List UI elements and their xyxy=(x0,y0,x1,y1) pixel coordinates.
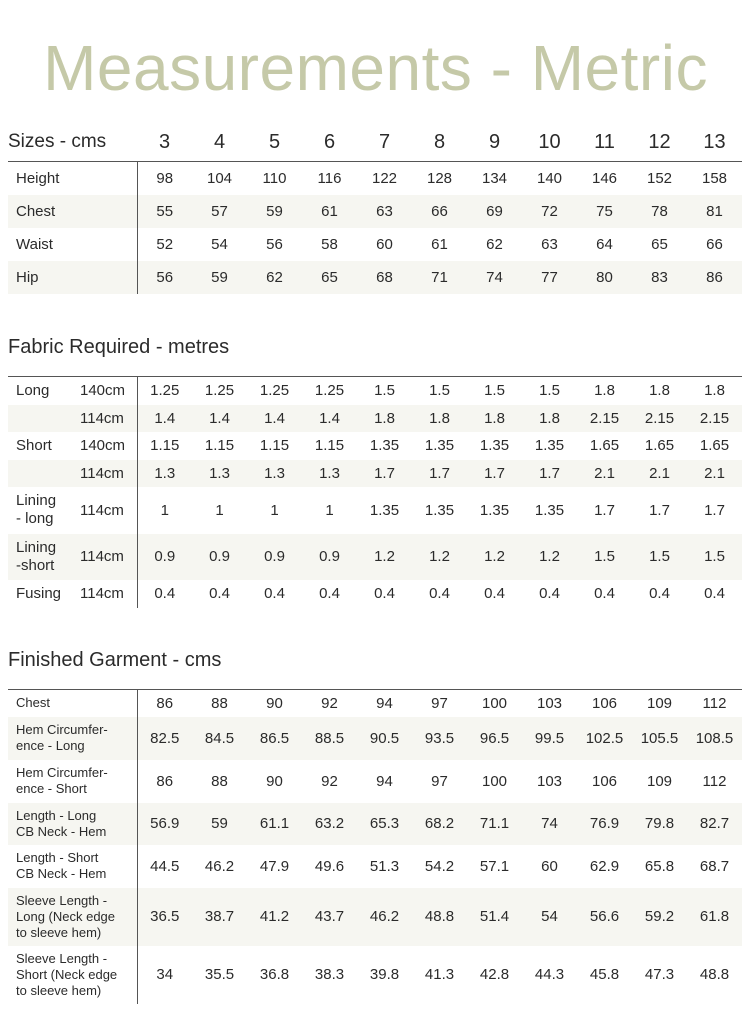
value-cell: 81 xyxy=(687,195,742,228)
value-cell: 71 xyxy=(412,261,467,294)
value-cell: 1.35 xyxy=(479,501,510,519)
value-cell: 1.3 xyxy=(302,460,357,487)
value-cell: 0.4 xyxy=(374,585,395,602)
value-cell: 0.4 xyxy=(264,585,285,602)
value-cell: 1.3 xyxy=(192,460,247,487)
fabric-width: 114cm xyxy=(76,580,137,608)
value-cell: 0.4 xyxy=(594,585,615,602)
value-cell: 48.8 xyxy=(412,888,467,946)
value-cell: 59.2 xyxy=(632,888,687,946)
value-cell: 109 xyxy=(646,772,673,790)
value-cell: 1.65 xyxy=(644,437,675,454)
value-cell: 1.5 xyxy=(484,382,505,400)
value-cell: 0.4 xyxy=(429,585,450,602)
size-header-cell: 6 xyxy=(302,123,357,162)
row-label: Height xyxy=(8,162,137,196)
value-cell: 99.5 xyxy=(522,717,577,760)
value-cell: 36.5 xyxy=(137,888,192,946)
row-label xyxy=(8,460,76,487)
value-cell: 75 xyxy=(577,195,632,228)
value-cell: 0.4 xyxy=(704,585,725,602)
value-cell: 1 xyxy=(270,501,279,519)
value-cell: 86.5 xyxy=(247,717,302,760)
value-cell: 1.4 xyxy=(137,405,192,432)
value-cell: 65 xyxy=(651,236,668,253)
value-cell: 1.35 xyxy=(534,437,565,454)
fabric-width: 140cm xyxy=(76,377,137,405)
value-cell: 44.5 xyxy=(150,857,180,875)
value-cell: 90.5 xyxy=(357,717,412,760)
value-cell: 112 xyxy=(702,772,727,790)
value-cell: 63 xyxy=(541,236,558,253)
value-cell: 59 xyxy=(247,195,302,228)
table-row xyxy=(8,717,742,760)
value-cell: 1.25 xyxy=(259,382,290,400)
row-label: Lining - long xyxy=(16,492,57,527)
value-cell: 56 xyxy=(137,261,192,294)
value-cell: 54 xyxy=(522,888,577,946)
value-cell: 98 xyxy=(156,170,174,187)
value-cell: 1.15 xyxy=(204,437,235,454)
value-cell: 62 xyxy=(247,261,302,294)
table-row xyxy=(8,760,742,803)
value-cell: 66 xyxy=(706,236,723,253)
value-cell: 1.15 xyxy=(259,437,290,454)
fabric-width: 114cm xyxy=(76,460,137,487)
value-cell: 96.5 xyxy=(467,717,522,760)
garment-section-title: Finished Garment - cms xyxy=(8,649,222,671)
value-cell: 122 xyxy=(371,170,398,187)
value-cell: 74 xyxy=(522,803,577,845)
value-cell: 106 xyxy=(591,694,618,712)
table-row xyxy=(8,432,742,460)
value-cell: 60 xyxy=(376,236,393,253)
value-cell: 58 xyxy=(321,236,338,253)
value-cell: 63.2 xyxy=(302,803,357,845)
value-cell: 49.6 xyxy=(314,857,345,875)
value-cell: 1 xyxy=(325,501,334,519)
value-cell: 1.65 xyxy=(699,437,730,454)
size-header-cell: 10 xyxy=(522,123,577,162)
value-cell: 60 xyxy=(541,857,558,875)
value-cell: 102.5 xyxy=(577,717,632,760)
value-cell: 47.9 xyxy=(259,857,290,875)
value-cell: 1.8 xyxy=(412,405,467,432)
value-cell: 1.25 xyxy=(314,382,345,400)
sizes-header-label: Sizes - cms xyxy=(8,123,137,162)
value-cell: 71.1 xyxy=(467,803,522,845)
value-cell: 88.5 xyxy=(302,717,357,760)
value-cell: 1.5 xyxy=(632,534,687,580)
value-cell: 39.8 xyxy=(369,966,400,983)
value-cell: 1.35 xyxy=(424,437,455,454)
value-cell: 59 xyxy=(192,261,247,294)
value-cell: 2.1 xyxy=(577,460,632,487)
table-row xyxy=(8,228,742,261)
value-cell: 35.5 xyxy=(204,966,235,983)
value-cell: 56.6 xyxy=(577,888,632,946)
value-cell: 1.35 xyxy=(424,501,455,519)
value-cell: 1.2 xyxy=(412,534,467,580)
value-cell: 36.8 xyxy=(259,966,290,983)
value-cell: 51.4 xyxy=(467,888,522,946)
table-row xyxy=(8,405,742,432)
value-cell: 97 xyxy=(431,694,448,712)
sizes-table xyxy=(8,123,742,294)
row-label: Sleeve Length - Long (Neck edge to sleeve hem) xyxy=(8,888,137,946)
value-cell: 56.9 xyxy=(137,803,192,845)
row-label: Hip xyxy=(8,261,137,294)
value-cell: 1.7 xyxy=(467,460,522,487)
fabric-width: 114cm xyxy=(76,487,137,534)
value-cell: 1.3 xyxy=(247,460,302,487)
value-cell: 61.8 xyxy=(687,888,742,946)
size-header-cell: 11 xyxy=(577,123,632,162)
size-header-cell: 13 xyxy=(687,123,742,162)
value-cell: 146 xyxy=(591,170,618,187)
value-cell: 88 xyxy=(211,772,228,790)
value-cell: 1.7 xyxy=(522,460,577,487)
value-cell: 1.25 xyxy=(204,382,235,400)
row-label: Long xyxy=(16,381,50,399)
size-header-cell: 7 xyxy=(357,123,412,162)
value-cell: 97 xyxy=(431,772,448,790)
value-cell: 103 xyxy=(536,772,563,790)
value-cell: 74 xyxy=(467,261,522,294)
value-cell: 1.8 xyxy=(594,382,615,400)
value-cell: 1.5 xyxy=(539,382,560,400)
value-cell: 0.9 xyxy=(302,534,357,580)
value-cell: 52 xyxy=(156,236,174,253)
value-cell: 1.4 xyxy=(192,405,247,432)
row-label: Sleeve Length - Short (Neck edge to sleeve hem) xyxy=(8,946,137,1004)
value-cell: 90 xyxy=(266,772,283,790)
garment-table xyxy=(8,689,742,1004)
value-cell: 54 xyxy=(211,236,228,253)
value-cell: 64 xyxy=(596,236,613,253)
value-cell: 94 xyxy=(376,694,393,712)
table-row xyxy=(8,195,742,228)
value-cell: 65.3 xyxy=(357,803,412,845)
value-cell: 88 xyxy=(211,694,228,712)
value-cell: 38.7 xyxy=(192,888,247,946)
value-cell: 66 xyxy=(412,195,467,228)
value-cell: 44.3 xyxy=(534,966,565,983)
table-row xyxy=(8,487,742,534)
value-cell: 0.9 xyxy=(137,534,192,580)
row-label: Waist xyxy=(8,228,137,261)
value-cell: 94 xyxy=(376,772,393,790)
value-cell: 108.5 xyxy=(687,717,742,760)
value-cell: 80 xyxy=(577,261,632,294)
value-cell: 0.9 xyxy=(192,534,247,580)
value-cell: 86 xyxy=(687,261,742,294)
value-cell: 0.4 xyxy=(209,585,230,602)
value-cell: 68 xyxy=(357,261,412,294)
fabric-width: 140cm xyxy=(76,432,137,460)
value-cell: 140 xyxy=(536,170,563,187)
value-cell: 51.3 xyxy=(369,857,400,875)
value-cell: 68.2 xyxy=(412,803,467,845)
value-cell: 1.8 xyxy=(649,382,670,400)
value-cell: 2.1 xyxy=(632,460,687,487)
value-cell: 1.7 xyxy=(412,460,467,487)
value-cell: 2.15 xyxy=(687,405,742,432)
row-label: Chest xyxy=(8,195,137,228)
value-cell: 82.5 xyxy=(137,717,192,760)
value-cell: 92 xyxy=(321,694,338,712)
value-cell: 2.15 xyxy=(577,405,632,432)
value-cell: 1.7 xyxy=(649,501,670,519)
value-cell: 68.7 xyxy=(699,857,730,875)
value-cell: 57.1 xyxy=(479,857,510,875)
row-label: Hem Circumfer- ence - Long xyxy=(8,717,137,760)
fabric-table xyxy=(8,376,742,608)
value-cell: 116 xyxy=(317,170,342,187)
value-cell: 93.5 xyxy=(412,717,467,760)
table-row xyxy=(8,803,742,845)
fabric-width: 114cm xyxy=(76,405,137,432)
value-cell: 62 xyxy=(486,236,503,253)
value-cell: 56 xyxy=(266,236,283,253)
value-cell: 1.5 xyxy=(687,534,742,580)
value-cell: 1.8 xyxy=(467,405,522,432)
value-cell: 82.7 xyxy=(687,803,742,845)
value-cell: 1 xyxy=(160,501,169,519)
value-cell: 61 xyxy=(431,236,448,253)
value-cell: 0.4 xyxy=(649,585,670,602)
value-cell: 62.9 xyxy=(589,857,620,875)
table-row xyxy=(8,690,742,717)
table-row xyxy=(8,580,742,608)
row-label: Chest xyxy=(8,690,137,717)
value-cell: 1.35 xyxy=(534,501,565,519)
value-cell: 77 xyxy=(522,261,577,294)
value-cell: 1.7 xyxy=(594,501,615,519)
size-header-cell: 8 xyxy=(412,123,467,162)
value-cell: 54.2 xyxy=(424,857,455,875)
value-cell: 1.5 xyxy=(577,534,632,580)
fabric-width: 114cm xyxy=(76,534,137,580)
value-cell: 57 xyxy=(192,195,247,228)
value-cell: 78 xyxy=(632,195,687,228)
table-row xyxy=(8,261,742,294)
row-label: Short xyxy=(16,436,52,454)
value-cell: 76.9 xyxy=(577,803,632,845)
table-row xyxy=(8,946,742,1004)
value-cell: 41.2 xyxy=(247,888,302,946)
value-cell: 1.7 xyxy=(357,460,412,487)
value-cell: 46.2 xyxy=(204,857,235,875)
value-cell: 1.3 xyxy=(137,460,192,487)
size-header-cell: 9 xyxy=(467,123,522,162)
value-cell: 1.35 xyxy=(479,437,510,454)
value-cell: 0.4 xyxy=(154,585,176,602)
size-header-cell: 12 xyxy=(632,123,687,162)
value-cell: 83 xyxy=(632,261,687,294)
value-cell: 1.2 xyxy=(467,534,522,580)
value-cell: 1.7 xyxy=(704,501,725,519)
value-cell: 1.15 xyxy=(150,437,180,454)
row-label: Length - Long CB Neck - Hem xyxy=(8,803,137,845)
value-cell: 0.4 xyxy=(319,585,340,602)
value-cell: 69 xyxy=(467,195,522,228)
value-cell: 0.4 xyxy=(484,585,505,602)
row-label: Lining -short xyxy=(8,534,76,580)
value-cell: 86 xyxy=(156,772,174,790)
value-cell: 1.35 xyxy=(369,501,400,519)
value-cell: 152 xyxy=(646,170,673,187)
value-cell: 100 xyxy=(481,694,508,712)
value-cell: 0.9 xyxy=(247,534,302,580)
value-cell: 100 xyxy=(481,772,508,790)
value-cell: 34 xyxy=(156,966,174,983)
value-cell: 61.1 xyxy=(247,803,302,845)
value-cell: 128 xyxy=(426,170,453,187)
value-cell: 1.15 xyxy=(314,437,345,454)
value-cell: 134 xyxy=(481,170,508,187)
value-cell: 45.8 xyxy=(589,966,620,983)
value-cell: 90 xyxy=(266,694,283,712)
size-header-cell: 4 xyxy=(192,123,247,162)
value-cell: 1.8 xyxy=(357,405,412,432)
value-cell: 103 xyxy=(536,694,563,712)
value-cell: 72 xyxy=(522,195,577,228)
value-cell: 86 xyxy=(156,694,174,712)
row-label: Length - Short CB Neck - Hem xyxy=(8,845,137,888)
row-label: Hem Circumfer- ence - Short xyxy=(8,760,137,803)
table-row xyxy=(8,162,742,196)
value-cell: 109 xyxy=(646,694,673,712)
value-cell: 61 xyxy=(302,195,357,228)
value-cell: 1.2 xyxy=(522,534,577,580)
value-cell: 1.35 xyxy=(369,437,400,454)
value-cell: 79.8 xyxy=(632,803,687,845)
table-row xyxy=(8,460,742,487)
fabric-section-title: Fabric Required - metres xyxy=(8,336,230,358)
page-title: Measurements - Metric xyxy=(43,32,708,104)
value-cell: 104 xyxy=(206,170,233,187)
value-cell: 63 xyxy=(357,195,412,228)
value-cell: 1.8 xyxy=(522,405,577,432)
table-row xyxy=(8,845,742,888)
row-label: Fusing xyxy=(16,584,62,602)
value-cell: 1.8 xyxy=(704,382,725,400)
value-cell: 0.4 xyxy=(539,585,560,602)
value-cell: 1.5 xyxy=(374,382,395,400)
value-cell: 158 xyxy=(701,170,728,187)
value-cell: 47.3 xyxy=(644,966,675,983)
value-cell: 59 xyxy=(192,803,247,845)
value-cell: 1.2 xyxy=(357,534,412,580)
value-cell: 43.7 xyxy=(302,888,357,946)
value-cell: 42.8 xyxy=(479,966,510,983)
value-cell: 105.5 xyxy=(632,717,687,760)
value-cell: 1.4 xyxy=(247,405,302,432)
value-cell: 65 xyxy=(302,261,357,294)
table-row xyxy=(8,534,742,580)
table-row xyxy=(8,888,742,946)
value-cell: 1.25 xyxy=(150,382,180,400)
value-cell: 41.3 xyxy=(424,966,455,983)
value-cell: 84.5 xyxy=(192,717,247,760)
value-cell: 55 xyxy=(137,195,192,228)
value-cell: 38.3 xyxy=(314,966,345,983)
value-cell: 48.8 xyxy=(699,966,730,983)
value-cell: 1.65 xyxy=(589,437,620,454)
value-cell: 110 xyxy=(262,170,287,187)
value-cell: 106 xyxy=(591,772,618,790)
size-header-cell: 5 xyxy=(247,123,302,162)
value-cell: 2.15 xyxy=(632,405,687,432)
table-row xyxy=(8,377,742,405)
value-cell: 1.5 xyxy=(429,382,450,400)
size-header-cell: 3 xyxy=(137,123,192,162)
value-cell: 1 xyxy=(215,501,224,519)
value-cell: 65.8 xyxy=(644,857,675,875)
value-cell: 2.1 xyxy=(687,460,742,487)
value-cell: 112 xyxy=(702,694,727,712)
value-cell: 92 xyxy=(321,772,338,790)
value-cell: 46.2 xyxy=(357,888,412,946)
value-cell: 1.4 xyxy=(302,405,357,432)
row-label xyxy=(8,405,76,432)
